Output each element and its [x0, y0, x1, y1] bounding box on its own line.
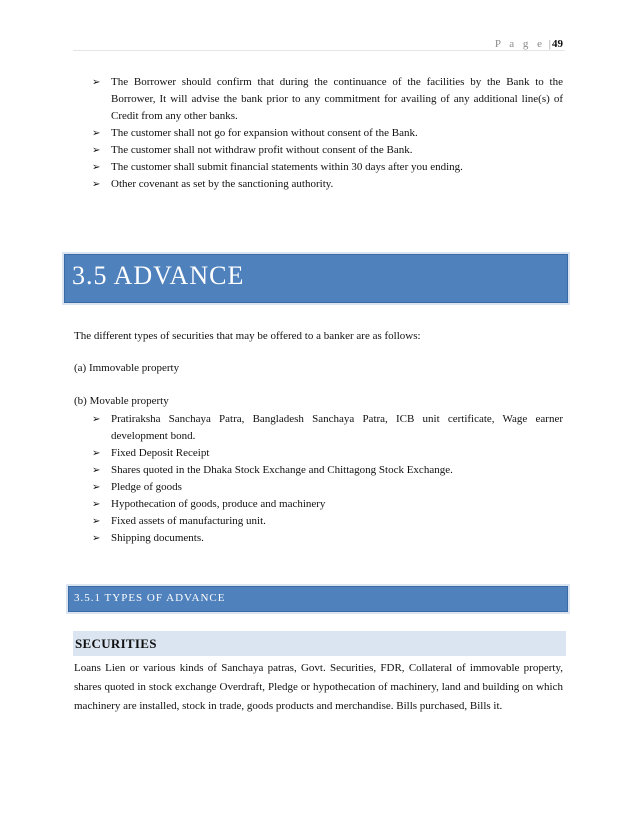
subsection-title: 3.5.1 TYPES OF ADVANCE — [74, 592, 226, 604]
covenant-item — [92, 142, 563, 159]
securities-heading-bar — [73, 631, 566, 656]
movable-text: Hypothecation of goods, produce and machinery — [111, 498, 326, 510]
movable-item — [92, 496, 563, 513]
page-header — [495, 38, 563, 50]
covenant-text: Other covenant as set by the sanctioning authority. — [111, 178, 334, 190]
covenant-list — [92, 74, 563, 193]
arrow-bullet-icon: ➢ — [92, 145, 101, 156]
covenant-text: The customer shall not withdraw profit without consent of the Bank. — [111, 144, 413, 156]
movable-item — [92, 479, 563, 496]
header-rule — [73, 50, 565, 51]
arrow-bullet-icon: ➢ — [92, 465, 101, 476]
covenant-item — [92, 74, 563, 125]
covenant-text: The customer shall submit financial statements within 30 days after you ending. — [111, 161, 463, 173]
covenant-item — [92, 159, 563, 176]
intro-text: The different types of securities that may be offered to a banker are as follows: — [74, 330, 421, 342]
covenant-item — [92, 125, 563, 142]
movable-text: Fixed Deposit Receipt — [111, 447, 210, 459]
arrow-bullet-icon: ➢ — [92, 482, 101, 493]
arrow-bullet-icon: ➢ — [92, 516, 101, 527]
movable-list — [92, 411, 563, 547]
page-label: P a g e — [494, 38, 546, 50]
arrow-bullet-icon: ➢ — [92, 499, 101, 510]
securities-body: Loans Lien or various kinds of Sanchaya patras, Govt. Securities, FDR, Collateral of immovable property, shares quoted in stock exchange Overdraft, Pledge or hypothecation of machinery, land and building on which machinery are installed, stock in trade, goods products and merchandise. Bills purchased, Bills it. — [74, 662, 563, 712]
movable-text: Pledge of goods — [111, 481, 182, 493]
arrow-bullet-icon: ➢ — [92, 448, 101, 459]
movable-text: Shipping documents. — [111, 532, 204, 544]
arrow-bullet-icon: ➢ — [92, 179, 101, 190]
movable-item — [92, 411, 563, 445]
subsection-banner — [68, 586, 568, 612]
page-separator: | — [548, 38, 551, 50]
securities-heading: SECURITIES — [75, 636, 157, 651]
arrow-bullet-icon: ➢ — [92, 128, 101, 139]
movable-label: (b) Movable property — [74, 395, 169, 407]
movable-text: Fixed assets of manufacturing unit. — [111, 515, 266, 527]
section-title: 3.5 ADVANCE — [72, 261, 245, 290]
covenant-text: The customer shall not go for expansion without consent of the Bank. — [111, 127, 418, 139]
page-number: 49 — [552, 38, 563, 50]
arrow-bullet-icon: ➢ — [92, 77, 101, 88]
arrow-bullet-icon: ➢ — [92, 533, 101, 544]
arrow-bullet-icon: ➢ — [92, 414, 101, 425]
covenant-item — [92, 176, 563, 193]
movable-text: Pratiraksha Sanchaya Patra, Bangladesh Sanchaya Patra, ICB unit certificate, Wage earner development bond. — [111, 413, 563, 442]
movable-item — [92, 530, 563, 547]
movable-item — [92, 445, 563, 462]
arrow-bullet-icon: ➢ — [92, 162, 101, 173]
covenant-text: The Borrower should confirm that during the continuance of the facilities by the Bank to the Borrower, It will advise the bank prior to any commitment for availing of any additional line(s) of Credit from any other banks. — [111, 76, 563, 122]
movable-item — [92, 513, 563, 530]
movable-item — [92, 462, 563, 479]
movable-text: Shares quoted in the Dhaka Stock Exchange and Chittagong Stock Exchange. — [111, 464, 453, 476]
immovable-label: (a) Immovable property — [74, 362, 180, 374]
section-banner — [64, 254, 568, 303]
